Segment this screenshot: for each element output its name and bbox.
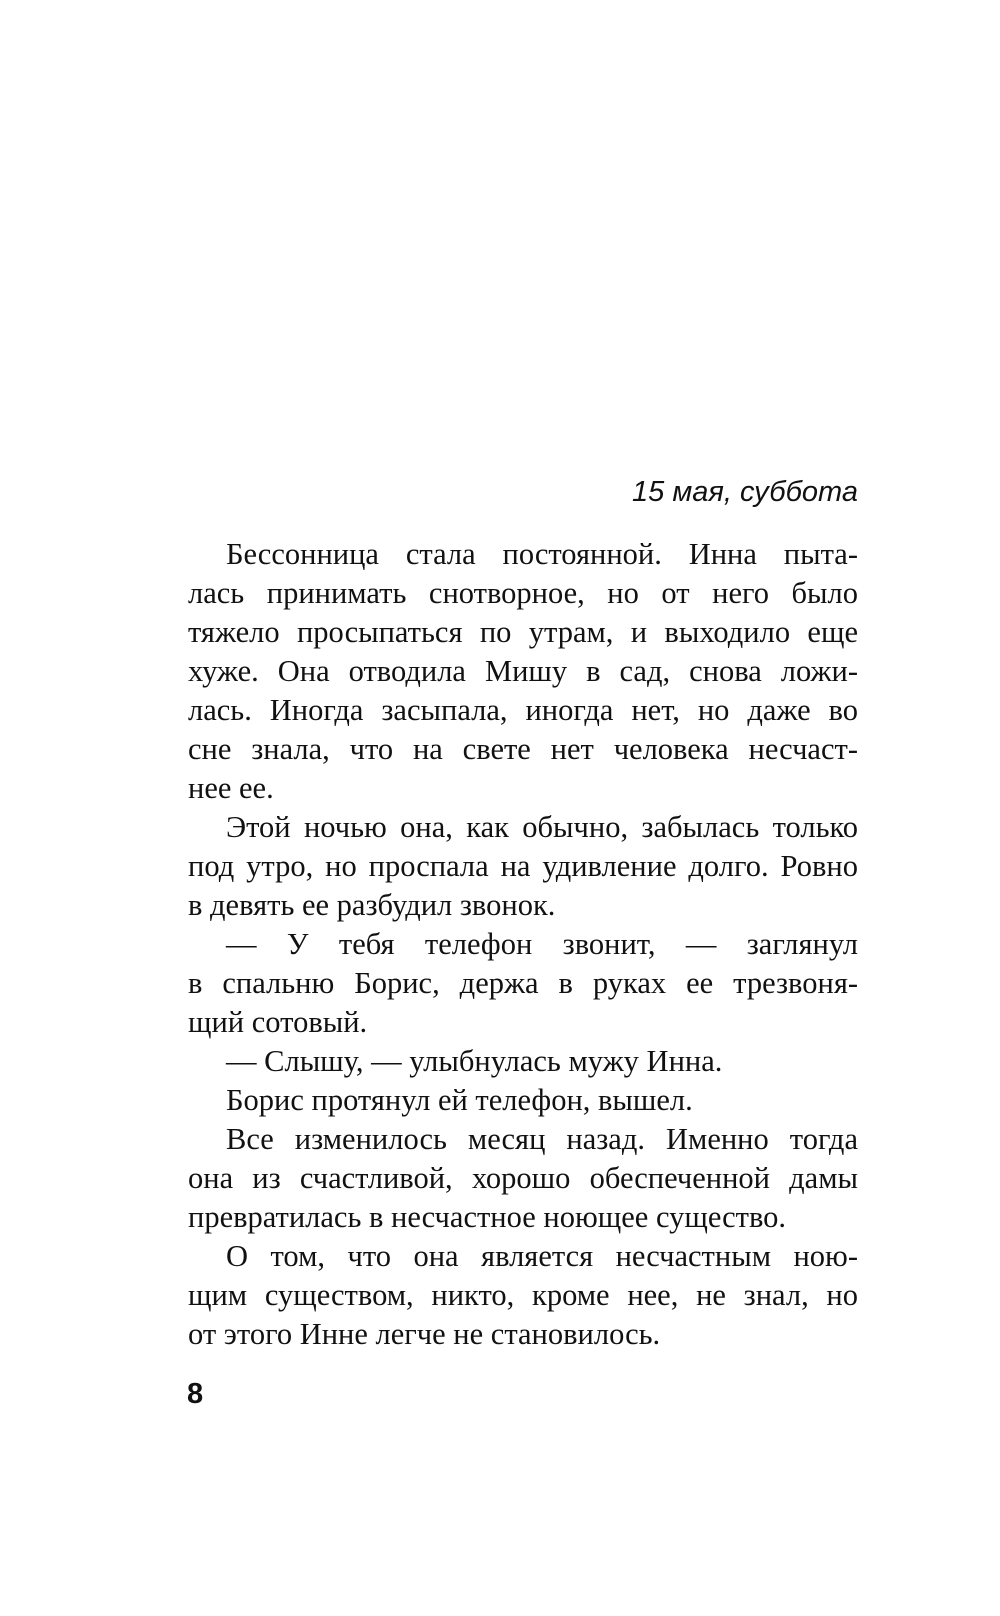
page-number: 8 <box>187 1378 204 1410</box>
text-line: от этого Инне легче не становилось. <box>188 1317 661 1351</box>
body-text <box>188 535 858 1354</box>
paragraph-6 <box>188 1120 858 1237</box>
paragraph-2 <box>188 808 858 925</box>
text-line: сне знала, что на свете нет человека несчаст- <box>188 732 858 766</box>
text-line: хуже. Она отводила Мишу в сад, снова ложи- <box>188 654 858 688</box>
paragraph-4 <box>188 1042 858 1081</box>
chapter-date-heading: 15 мая, суббота <box>632 476 858 508</box>
text-line: Все изменилось месяц назад. Именно тогда <box>226 1122 858 1156</box>
text-line: в девять ее разбудил звонок. <box>188 888 556 922</box>
text-line: — У тебя телефон звонит, — заглянул <box>226 927 858 961</box>
text-line: превратилась в несчастное ноющее существо. <box>188 1200 787 1234</box>
text-line: щий сотовый. <box>188 1005 368 1039</box>
text-line: О том, что она является несчастным ною- <box>226 1239 858 1273</box>
text-line: — Слышу, — улыбнулась мужу Инна. <box>226 1044 723 1078</box>
text-line: Этой ночью она, как обычно, забылась только <box>226 810 858 844</box>
text-line: щим существом, никто, кроме нее, не знал, но <box>188 1278 858 1312</box>
text-line: Борис протянул ей телефон, вышел. <box>226 1083 693 1117</box>
text-line: лась принимать снотворное, но от него было <box>188 576 858 610</box>
text-line: тяжело просыпаться по утрам, и выходило еще <box>188 615 858 649</box>
text-line: под утро, но проспала на удивление долго. Ровно <box>188 849 858 883</box>
text-line: нее ее. <box>188 771 274 805</box>
text-line: Бессонница стала постоянной. Инна пыта- <box>226 537 858 571</box>
text-line: в спальню Борис, держа в руках ее трезвоня- <box>188 966 858 1000</box>
paragraph-5 <box>188 1081 858 1120</box>
paragraph-1 <box>188 535 858 808</box>
paragraph-7 <box>188 1237 858 1354</box>
paragraph-3 <box>188 925 858 1042</box>
text-line: лась. Иногда засыпала, иногда нет, но даже во <box>188 693 858 727</box>
text-line: она из счастливой, хорошо обеспеченной дамы <box>188 1161 858 1195</box>
